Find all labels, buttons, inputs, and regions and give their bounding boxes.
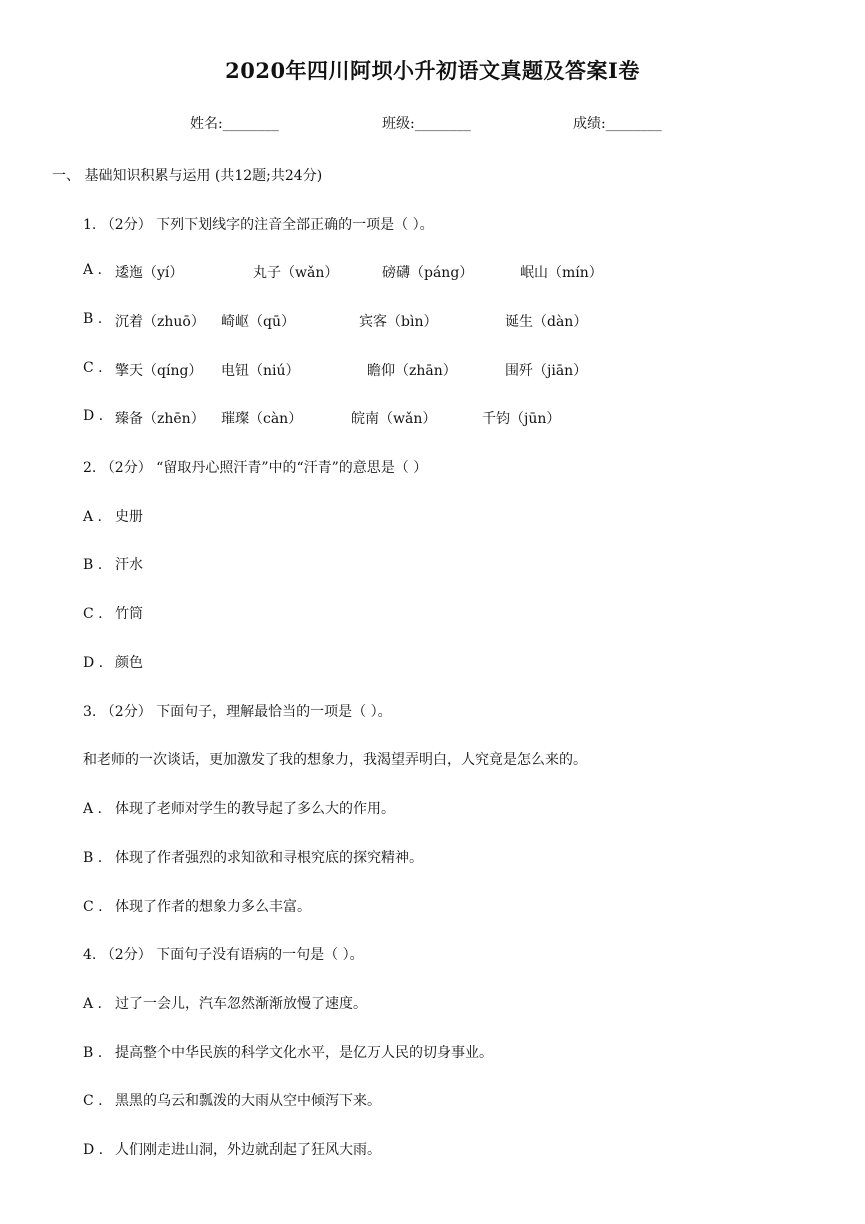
option-letter: A .: [83, 996, 103, 1012]
option-letter: A .: [83, 262, 103, 278]
option-letter: B .: [83, 311, 103, 327]
question-1-option-a: [83, 262, 115, 278]
option-word: 沉着（zhuō）: [115, 314, 205, 330]
question-4-option-d: [83, 1139, 381, 1159]
question-2-stem: 2. （2分） “留取丹心照汗青”中的“汗青”的意思是（ ）: [83, 460, 428, 476]
option-word: 诞生（dàn）: [505, 314, 588, 330]
option-letter: A .: [83, 509, 103, 525]
option-text: 竹筒: [115, 606, 143, 622]
option-letter: C .: [83, 360, 103, 376]
option-letter: D .: [83, 1142, 104, 1158]
option-word: 磅礴（páng）: [382, 265, 474, 281]
question-2-option-a: [83, 506, 143, 526]
option-word: 围歼（jiān）: [505, 363, 588, 379]
option-word: 岷山（mín）: [520, 265, 603, 281]
question-3-passage: 和老师的一次谈话，更加激发了我的想象力，我渴望弄明白，人究竟是怎么来的。: [83, 752, 587, 768]
option-text: 黑黑的乌云和瓢泼的大雨从空中倾泻下来。: [115, 1093, 381, 1109]
question-2-option-c: [83, 603, 143, 623]
question-4-stem: 4. （2分） 下面句子没有语病的一句是（ ）。: [83, 947, 364, 963]
page-title: 2020年四川阿坝小升初语文真题及答案I卷: [225, 58, 640, 83]
question-4-option-a: [83, 993, 367, 1013]
option-word: 臻备（zhēn）: [115, 411, 205, 427]
question-2-option-d: [83, 652, 143, 672]
option-word: 擎天（qíng）: [115, 363, 203, 379]
question-4-option-c: [83, 1090, 381, 1110]
option-text: 人们刚走进山洞，外边就刮起了狂风大雨。: [115, 1142, 381, 1158]
option-letter: A .: [83, 801, 103, 817]
question-3-option-c: [83, 896, 311, 916]
option-letter: D .: [83, 655, 104, 671]
question-3-option-b: [83, 847, 423, 867]
option-word: 瞻仰（zhān）: [367, 363, 457, 379]
option-letter: C .: [83, 899, 103, 915]
question-3-option-a: [83, 798, 395, 818]
option-letter: C .: [83, 1093, 103, 1109]
option-word: 逶迤（yí）: [115, 265, 184, 281]
class-field: 班级:________: [382, 116, 471, 132]
option-text: 体现了作者强烈的求知欲和寻根究底的探究精神。: [115, 850, 423, 866]
option-word: 千钧（jūn）: [482, 411, 561, 427]
score-field: 成绩:________: [573, 116, 662, 132]
option-text: 体现了老师对学生的教导起了多么大的作用。: [115, 801, 395, 817]
option-word: 崎岖（qū）: [221, 314, 295, 330]
option-letter: B .: [83, 850, 103, 866]
option-letter: C .: [83, 606, 103, 622]
option-text: 体现了作者的想象力多么丰富。: [115, 899, 311, 915]
question-1-option-c: [83, 360, 115, 376]
option-letter: B .: [83, 1045, 103, 1061]
option-word: 宾客（bìn）: [359, 314, 438, 330]
option-text: 提高整个中华民族的科学文化水平，是亿万人民的切身事业。: [115, 1045, 493, 1061]
option-letter: B .: [83, 557, 103, 573]
option-word: 皖南（wǎn）: [351, 411, 437, 427]
question-4-option-b: [83, 1042, 493, 1062]
question-1-option-b: [83, 311, 115, 327]
question-1-option-d: [83, 408, 115, 424]
option-text: 颜色: [115, 655, 143, 671]
name-field: 姓名:________: [190, 116, 279, 132]
option-word: 丸子（wǎn）: [253, 265, 339, 281]
question-2-option-b: [83, 554, 143, 574]
option-text: 过了一会儿，汽车忽然渐渐放慢了速度。: [115, 996, 367, 1012]
question-3-stem: 3. （2分） 下面句子，理解最恰当的一项是（ ）。: [83, 704, 392, 720]
option-text: 汗水: [115, 557, 143, 573]
option-word: 璀璨（càn）: [221, 411, 303, 427]
option-text: 史册: [115, 509, 143, 525]
section-heading: 一、 基础知识积累与运用 (共12题;共24分): [52, 168, 323, 184]
option-letter: D .: [83, 408, 104, 424]
option-word: 电钮（niú）: [221, 363, 300, 379]
question-1-stem: 1. （2分） 下列下划线字的注音全部正确的一项是（ ）。: [83, 217, 434, 233]
